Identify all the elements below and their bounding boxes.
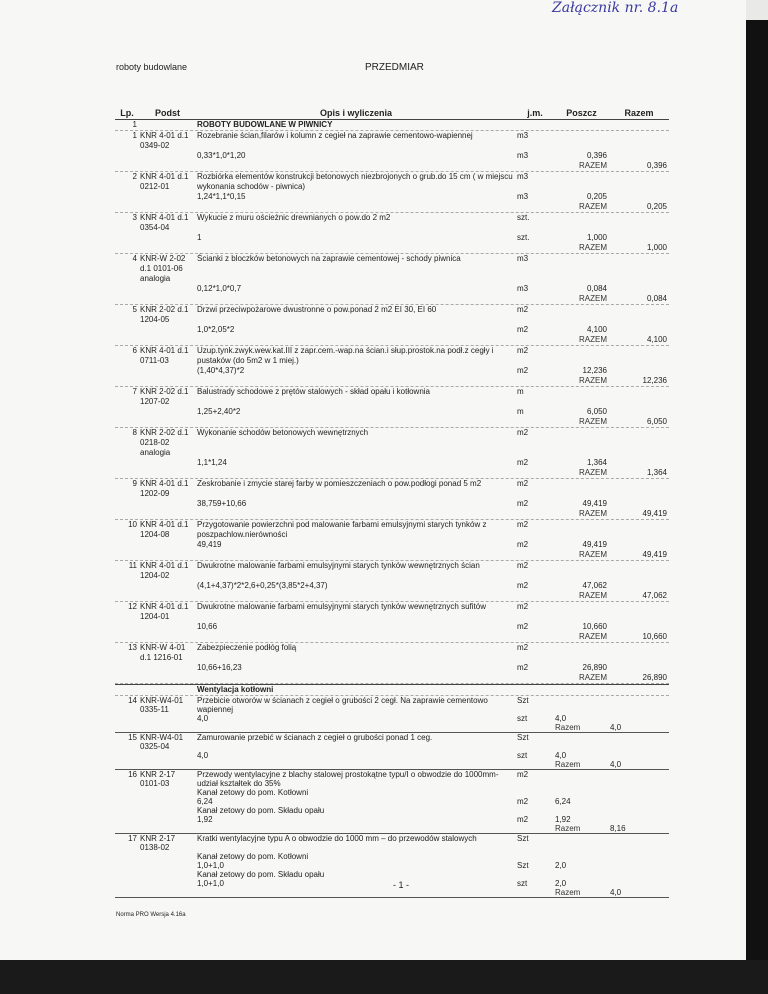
poszcz-value: 26,890 [582,663,607,672]
row-razem: 4,0 [610,723,622,732]
poszcz-value: 0,205 [586,192,607,201]
row-calc-jm: m [517,407,524,416]
calc-row [115,192,669,213]
extra-calc-row [115,797,669,806]
row-podst: KNR 2-02 d.1 1204-05 [140,305,189,324]
row-opis: Dwukrotne malowanie farbami emulsyjnymi starych tynków wewnętrznych sufitów [197,602,486,611]
page-number: - 1 - [393,880,410,890]
calc-row [115,458,669,479]
calc-row [115,663,669,684]
row-podst: KNR-W 4-01 d.1 1216-01 [140,643,186,662]
row-opis: Rozebranie ścian,filarów i kolumn z cegieł na zaprawie cementowo-wapiennej [197,131,473,140]
row-poszcz [554,815,609,833]
table-row [115,305,669,325]
row-razem: 0,396 [646,161,667,170]
row-razem: 10,660 [642,632,667,641]
table-row [115,428,669,458]
row-razem: 4,0 [610,760,622,769]
calc-row [115,714,669,733]
row-calc: 1,1*1,24 [197,458,227,467]
row-jm: m2 [517,479,529,488]
row-extra1-jm: m2 [517,797,529,806]
section-row [115,120,669,131]
calc-row [115,499,669,520]
row-poszcz [554,325,609,345]
row-lp: 11 [128,561,137,570]
row-razem: 26,890 [642,673,667,682]
row-extra1-val: 6,24 [555,797,571,806]
col-razem: Razem [624,107,654,118]
row-lp: 1 [132,131,137,140]
row-calc-jm: szt. [517,233,530,242]
row-podst: KNR-W 2-02 d.1 0101-06 analogia [140,254,186,283]
estimate-table [115,106,669,898]
row-calc: 1,24*1,1*0,15 [197,192,246,201]
poszcz-value: 4,0 [555,751,567,760]
row-calc: 4,0 [197,751,209,760]
extra-row [115,870,669,879]
table-row [115,696,669,714]
row-poszcz [554,192,609,212]
row-jm: m3 [517,172,529,181]
row-jm: szt. [517,213,530,222]
razem-label: Razem [555,760,581,769]
calc-row [115,325,669,346]
row-calc-jm: szt [517,714,528,723]
row-opis: Przygotowanie powierzchni pod malowanie farbami emulsyjnymi starych tynków z poszpachlow.nierówności [197,520,487,539]
handwritten-note: Załącznik nr. 8.1a [552,0,679,16]
row-poszcz [554,284,609,304]
row-calc: 1,0*2,05*2 [197,325,235,334]
extra-row [115,788,669,797]
calc-row [115,540,669,561]
calc-row [115,407,669,428]
razem-label: RAZEM [579,673,607,682]
table-row [115,387,669,407]
table-row [115,834,669,852]
poszcz-value: 47,062 [582,581,607,590]
row-podst: KNR-W4-01 0325-04 [140,733,184,751]
row-razem: 4,0 [610,888,622,897]
razem-label: RAZEM [579,243,607,252]
row-razem: 12,236 [642,376,667,385]
row-calc-jm: szt [517,751,528,760]
row-calc: 4,0 [197,714,209,723]
row-extra1-calc: 1,0+1,0 [197,861,224,870]
poszcz-value: 1,000 [586,233,607,242]
section2-title: Wentylacja kotłowni [197,685,274,694]
row-opis: Balustrady schodowe z prętów stalowych - skład opału i kotłownia [197,387,431,396]
header-title: PRZEDMIAR [365,62,424,73]
row-calc-jm: m2 [517,622,529,631]
row-opis: Wykucie z muru ościeżnic drewnianych o pow.do 2 m2 [197,213,391,222]
row-razem: 0,205 [646,202,667,211]
row-poszcz [554,499,609,519]
row-opis: Wykonanie schodów betonowych wewnętrznych [197,428,369,437]
row-lp: 12 [128,602,137,611]
table-row [115,131,669,151]
row-poszcz [554,407,609,427]
table-row [115,602,669,622]
row-poszcz [554,151,609,171]
row-opis: Drzwi przeciwpożarowe dwustronne o pow.ponad 2 m2 EI 30, EI 60 [197,305,437,314]
calc-row [115,581,669,602]
row-lp: 10 [128,520,137,529]
row-calc: 1,92 [197,815,213,824]
footer-note: Norma PRO Wersja 4.16a [116,912,186,918]
poszcz-value: 0,396 [586,151,607,160]
row-calc-jm: m2 [517,663,529,672]
calc-row [115,284,669,305]
calc-row [115,233,669,254]
row-razem: 1,364 [646,468,667,477]
row-jm: Szt [517,696,529,705]
calc-row [115,151,669,172]
poszcz-value: 4,100 [586,325,607,334]
table-row [115,643,669,663]
row-extra1-val: 2,0 [555,861,567,870]
row-calc: 49,419 [197,540,222,549]
row-podst: KNR 4-01 d.1 0349-02 [140,131,189,150]
table-row [115,213,669,233]
row-podst: KNR 4-01 d.1 1204-02 [140,561,189,580]
table-row [115,254,669,284]
row-calc-jm: m2 [517,325,529,334]
row-calc: 38,759+10,66 [197,499,247,508]
row-razem: 8,16 [610,824,626,833]
row-poszcz [554,879,609,897]
row-razem: 4,100 [646,335,667,344]
row-jm: Szt [517,733,529,742]
row-opis: Ścianki z bloczków betonowych na zaprawie cementowej - schody piwnica [197,254,461,263]
table-row [115,561,669,581]
row-lp: 4 [132,254,137,263]
row-extra1: Kanał zetowy do pom. Kotłowni [197,852,309,861]
calc-row [115,366,669,387]
col-lp: Lp. [120,107,134,118]
row-calc: 1,0+1,0 [197,879,224,888]
row-calc-jm: m3 [517,151,529,160]
row-calc-jm: m3 [517,192,529,201]
row-jm: m2 [517,346,529,355]
row-calc-jm: m2 [517,815,529,824]
poszcz-value: 1,92 [555,815,571,824]
row-podst: KNR 2-17 0101-03 [140,770,176,788]
row-lp: 13 [128,643,137,652]
row-poszcz [554,581,609,601]
row-extra2: Kanał zetowy do pom. Składu opału [197,806,325,815]
extra-calc-row [115,861,669,870]
col-opis: Opis i wyliczenia [319,107,393,118]
row-calc: 1,25+2,40*2 [197,407,241,416]
scan-edge-right [746,20,768,994]
row-podst: KNR 4-01 d.1 0711-03 [140,346,189,365]
row-podst: KNR 4-01 d.1 1204-01 [140,602,189,621]
row-calc-jm: m2 [517,366,529,375]
row-poszcz [554,458,609,478]
row-jm: m2 [517,561,529,570]
poszcz-value: 4,0 [555,714,567,723]
table-row [115,172,669,192]
row-razem: 47,062 [642,591,667,600]
row-jm: m2 [517,428,529,437]
razem-label: RAZEM [579,161,607,170]
row-razem: 0,084 [646,294,667,303]
row-extra1-calc: 6,24 [197,797,213,806]
table-row [115,733,669,751]
razem-label: RAZEM [579,550,607,559]
poszcz-value: 49,419 [582,540,607,549]
row-calc: 10,66 [197,622,218,631]
row-poszcz [554,751,609,769]
row-opis: Przewody wentylacyjne z blachy stalowej prostokątne typu/I o obwodzie do 1000mm- udział kształtek do 35% [197,770,499,788]
section1-title: ROBOTY BUDOWLANE W PIWNICY [197,120,333,129]
calc-row [115,622,669,643]
row-lp: 3 [132,213,137,222]
row-poszcz [554,714,609,732]
row-lp: 14 [128,696,137,705]
row-podst: KNR-W4-01 0335-11 [140,696,184,714]
row-jm: m2 [517,643,529,652]
poszcz-value: 49,419 [582,499,607,508]
poszcz-value: 1,364 [586,458,607,467]
row-jm: m2 [517,770,529,779]
row-calc-jm: szt [517,879,528,888]
row-podst: KNR 2-02 d.1 1207-02 [140,387,189,406]
razem-label: RAZEM [579,376,607,385]
row-lp: 8 [132,428,137,437]
row-calc-jm: m2 [517,540,529,549]
razem-label: Razem [555,888,581,897]
table-row [115,479,669,499]
row-lp: 7 [132,387,137,396]
poszcz-value: 12,236 [582,366,607,375]
row-calc: 1 [197,233,202,242]
row-jm: m2 [517,520,529,529]
table-header [115,106,669,120]
header-left: roboty budowlane [116,62,188,72]
row-index: 1 [132,120,137,129]
row-lp: 15 [128,733,137,742]
row-opis: Dwukrotne malowanie farbami emulsyjnymi starych tynków wewnętrznych ścian [197,561,480,570]
row-calc: 0,33*1,0*1,20 [197,151,246,160]
row-opis: Uzup.tynk.zwyk.wew.kat.III z zapr.cem.-wap.na ścian.i słup.prostok.na podł.z cegły i pustaków (do 5m2 w 1 miej.) [197,346,494,365]
row-calc-jm: m3 [517,284,529,293]
row-calc-jm: m2 [517,458,529,467]
calc-row [115,815,669,834]
razem-label: RAZEM [579,632,607,641]
col-podst: Podst [154,107,180,118]
razem-label: Razem [555,723,581,732]
row-podst: KNR 2-02 d.1 0218-02 analogia [140,428,189,457]
row-lp: 2 [132,172,137,181]
row-opis: Kratki wentylacyjne typu A o obwodzie do 1000 mm – do przewodów stalowych [197,834,477,843]
table-row [115,770,669,788]
row-calc-jm: m2 [517,499,529,508]
row-opis: Przebicie otworów w ścianach z cegieł o grubości 2 cegł. Na zaprawie cementowo wapiennej [197,696,488,714]
razem-label: Razem [555,824,581,833]
row-razem: 6,050 [646,417,667,426]
row-extra1-jm: Szt [517,861,529,870]
poszcz-value: 0,084 [586,284,607,293]
row-calc: 0,12*1,0*0,7 [197,284,242,293]
row-razem: 49,419 [642,550,667,559]
razem-label: RAZEM [579,202,607,211]
row-opis: Zabezpieczenie podłóg folią [197,643,297,652]
razem-label: RAZEM [579,335,607,344]
row-podst: KNR 4-01 d.1 1204-08 [140,520,189,539]
col-poszcz: Poszcz [566,107,597,118]
row-opis: Zamurowanie przebić w ścianach z cegieł o grubości ponad 1 ceg. [197,733,433,742]
poszcz-value: 6,050 [586,407,607,416]
row-calc: (4,1+4,37)*2*2,6+0,25*(3,85*2+4,37) [197,581,328,590]
row-poszcz [554,622,609,642]
row-jm: m2 [517,305,529,314]
row-calc-jm: m2 [517,581,529,590]
row-jm: m3 [517,131,529,140]
row-opis: Rozbiórka elementów konstrukcji betonowych niezbrojonych o grub.do 15 cm ( w miejscu wykonania schodów - piwnica) [197,172,513,191]
extra-row [115,852,669,861]
row-razem: 1,000 [646,243,667,252]
row-jm: m [517,387,524,396]
poszcz-value: 10,660 [582,622,607,631]
row-opis: Zeskrobanie i zmycie starej farby w pomieszczeniach o pow.podłogi ponad 5 m2 [197,479,482,488]
row-podst: KNR 4-01 d.1 0354-04 [140,213,189,232]
row-podst: KNR 4-01 d.1 1202-09 [140,479,189,498]
razem-label: RAZEM [579,294,607,303]
row-poszcz [554,663,609,683]
row-jm: m3 [517,254,529,263]
scan-edge-bottom [0,960,768,994]
row-razem: 49,419 [642,509,667,518]
calc-row [115,879,669,898]
calc-row [115,751,669,770]
col-jm: j.m. [527,107,543,118]
extra-row [115,806,669,815]
row-lp: 9 [132,479,137,488]
row-calc: 10,66+16,23 [197,663,242,672]
razem-label: RAZEM [579,591,607,600]
row-lp: 16 [128,770,137,779]
row-jm: Szt [517,834,529,843]
table-row [115,520,669,540]
razem-label: RAZEM [579,417,607,426]
row-poszcz [554,233,609,253]
row-poszcz [554,366,609,386]
row-extra2: Kanał zetowy do pom. Składu opału [197,870,325,879]
row-extra1: Kanał zetowy do pom. Kotłowni [197,788,309,797]
razem-label: RAZEM [579,509,607,518]
row-podst: KNR 4-01 d.1 0212-01 [140,172,189,191]
table-row [115,346,669,366]
poszcz-value: 2,0 [555,879,567,888]
row-podst: KNR 2-17 0138-02 [140,834,176,852]
section2-row [115,684,669,696]
row-lp: 17 [128,834,137,843]
row-lp: 5 [132,305,137,314]
row-poszcz [554,540,609,560]
row-calc: (1,40*4,37)*2 [197,366,245,375]
row-lp: 6 [132,346,137,355]
razem-label: RAZEM [579,468,607,477]
row-jm: m2 [517,602,529,611]
